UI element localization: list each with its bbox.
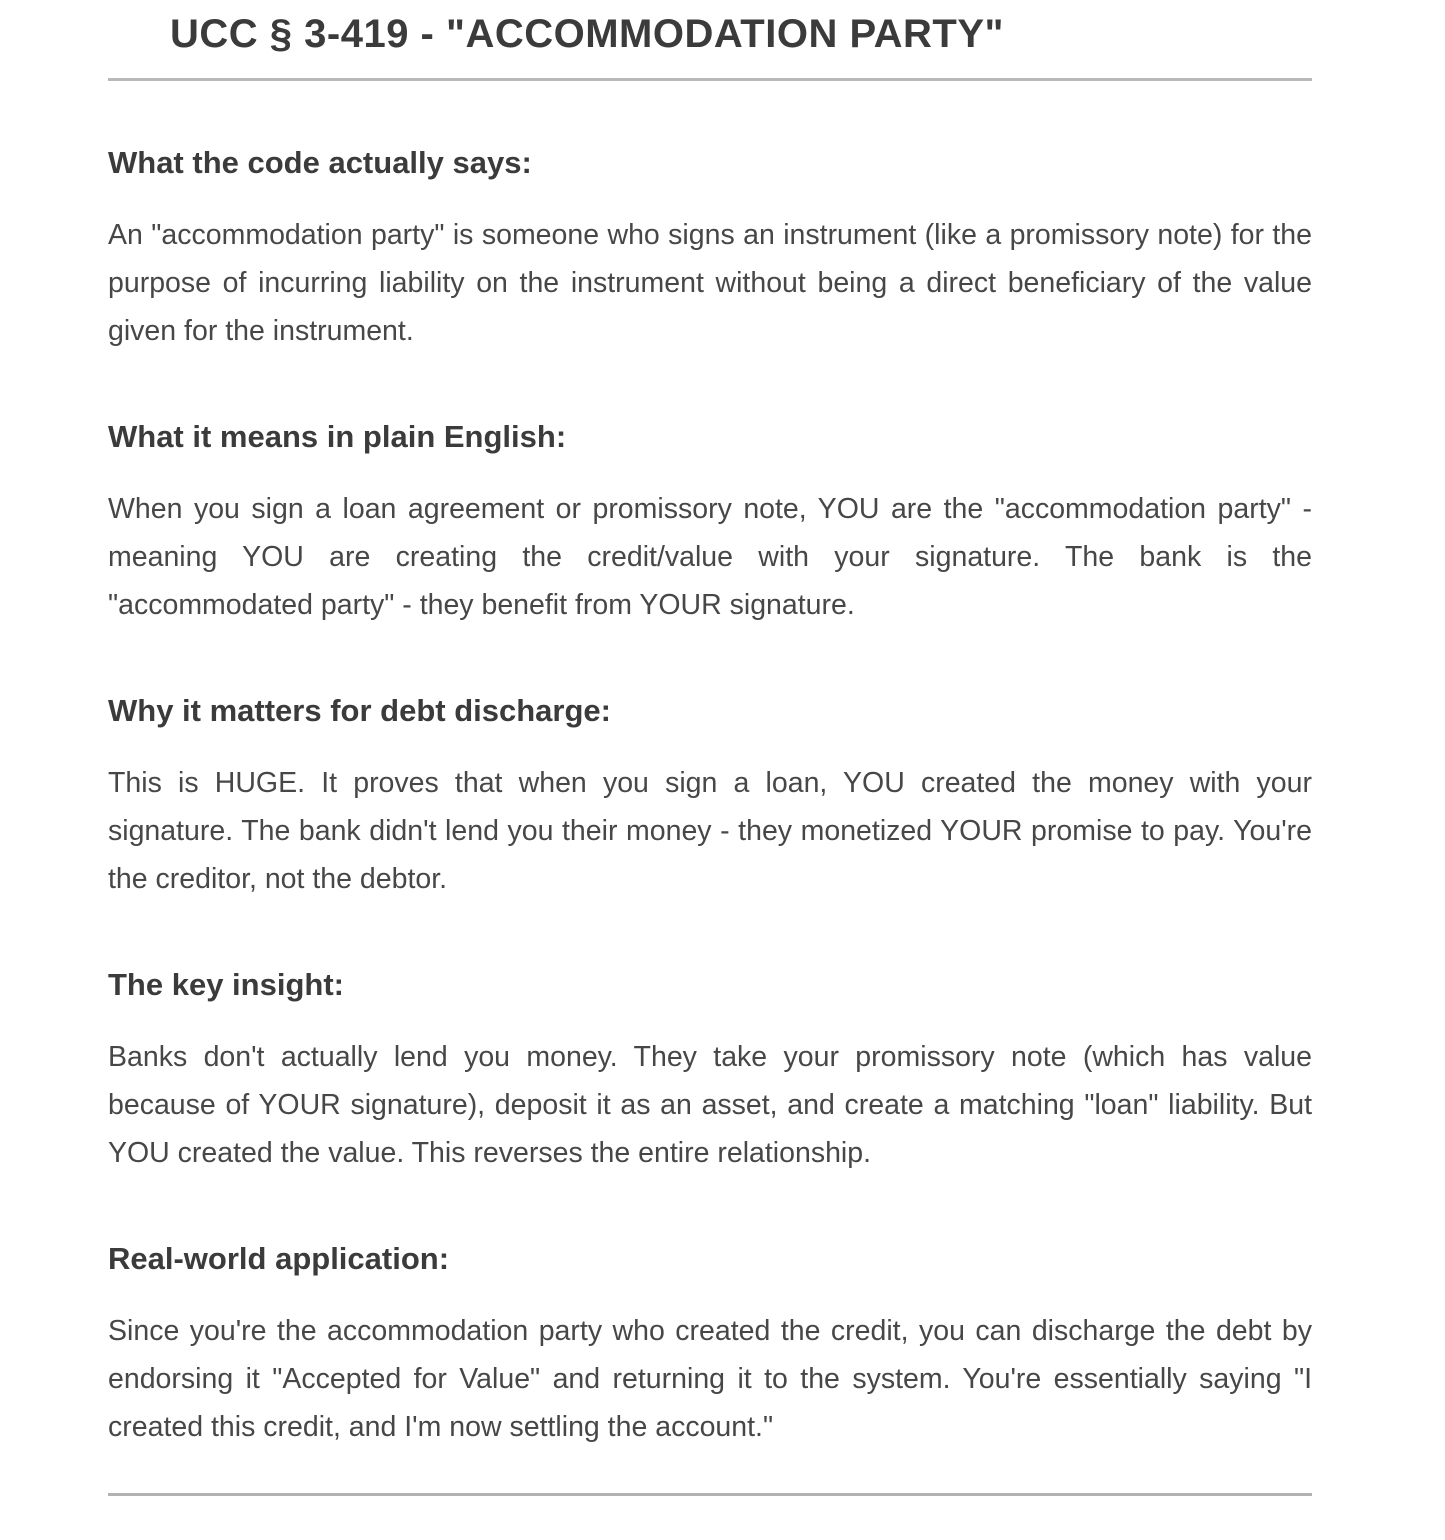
section-why-it-matters: [108, 691, 1312, 903]
section-heading-what-the-code-says: What the code actually says:: [108, 145, 532, 180]
section-plain-english: [108, 417, 1312, 629]
section-heading-plain-english: What it means in plain English:: [108, 419, 567, 454]
section-real-world-application: [108, 1239, 1312, 1451]
section-body-what-the-code-says: An "accommodation party" is someone who signs an instrument (like a promissory note) for the purpose of incurring liability on the instrument without being a direct beneficiary of the value given for the instrument.: [108, 219, 1312, 347]
title-divider: [108, 78, 1312, 81]
bottom-divider: [108, 1493, 1312, 1496]
section-key-insight: [108, 965, 1312, 1177]
section-body-key-insight: Banks don't actually lend you money. They take your promissory note (which has value because of YOUR signature), deposit it as an asset, and create a matching "loan" liability. But YOU created the value. This reverses the entire relationship.: [108, 1041, 1312, 1169]
document-page: [0, 10, 1445, 1540]
section-heading-why-it-matters: Why it matters for debt discharge:: [108, 693, 611, 728]
section-heading-real-world-application: Real-world application:: [108, 1241, 450, 1276]
page-title: UCC § 3-419 - "ACCOMMODATION PARTY": [170, 12, 1005, 56]
section-what-the-code-says: [108, 143, 1312, 355]
section-body-real-world-application: Since you're the accommodation party who created the credit, you can discharge the debt by endorsing it "Accepted for Value" and returning it to the system. You're essentially saying "I created this credit, and I'm now settling the account.": [108, 1315, 1312, 1443]
section-body-plain-english: When you sign a loan agreement or promissory note, YOU are the "accommodation party" - meaning YOU are creating the credit/value with your signature. The bank is the "accommodated party" - they benefit from YOUR signature.: [108, 493, 1312, 621]
section-heading-key-insight: The key insight:: [108, 967, 344, 1002]
section-body-why-it-matters: This is HUGE. It proves that when you sign a loan, YOU created the money with your signature. The bank didn't lend you their money - they monetized YOUR promise to pay. You're the creditor, not the debtor.: [108, 767, 1312, 895]
